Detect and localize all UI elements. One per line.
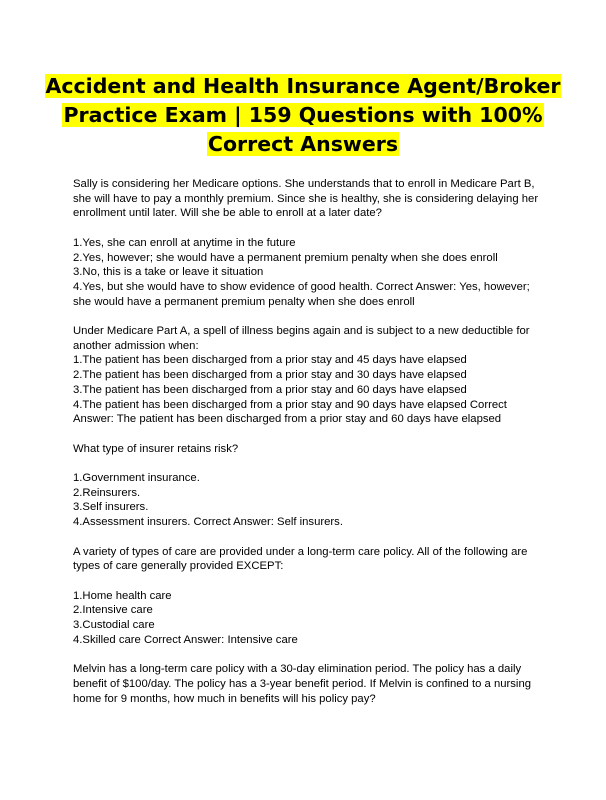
answer-option: 2.Yes, however; she would have a permanent premium penalty when she does enroll <box>73 251 498 264</box>
answer-option: 1.The patient has been discharged from a prior stay and 45 days have elapsed <box>73 354 467 367</box>
title-line: Practice Exam | 159 Questions with 100% <box>63 103 543 127</box>
question-stem: Melvin has a long-term care policy with a 30-day elimination period. The policy has a daily benefit of $100/day. The policy has a 3-year benefit period. If Melvin is confined to a nursing home for 9 months, how much in benefits will his policy pay? <box>73 663 532 705</box>
answer-option: 2.Reinsurers. <box>73 486 141 499</box>
answer-option: 1.Home health care <box>73 589 172 602</box>
answer-option: 1.Government insurance. <box>73 472 200 484</box>
title-line: Accident and Health Insurance Agent/Broker <box>45 74 561 98</box>
question-stem: A variety of types of care are provided under a long-term care policy. All of the following are types of care generally provided EXCEPT: <box>73 545 528 573</box>
answer-option: 2.The patient has been discharged from a prior stay and 30 days have elapsed <box>73 369 467 382</box>
document-title <box>40 72 566 159</box>
question-stem: Sally is considering her Medicare options. She understands that to enroll in Medicare Part B, she will have to pay a monthly premium. Since she is healthy, she is considering delaying her enrollment until later. Will she be able to enroll at a later date? <box>73 178 539 220</box>
answer-option: 3.No, this is a take or leave it situation <box>73 266 264 279</box>
question-stem: Under Medicare Part A, a spell of illness begins again and is subject to a new deductible for another admission when: <box>73 325 530 352</box>
title-line: Correct Answers <box>207 132 399 156</box>
answer-option: 2.Intensive care <box>73 604 153 617</box>
answer-option: 3.Self insurers. <box>73 501 149 514</box>
document-body <box>73 177 543 706</box>
answer-option: 3.Custodial care <box>73 619 155 631</box>
answer-option-with-correct-answer: 4.Yes, but she would have to show evidence of good health. Correct Answer: Yes, however; she would have a permanent premium penalty when she does enroll <box>73 280 530 308</box>
answer-option-with-correct-answer: 4.The patient has been discharged from a prior stay and 90 days have elapsed Correct Answer: The patient has been discharged from a prior stay and 60 days have elapsed <box>73 398 507 426</box>
answer-option: 3.The patient has been discharged from a prior stay and 60 days have elapsed <box>73 383 467 396</box>
question-stem: What type of insurer retains risk? <box>73 442 239 455</box>
answer-option-with-correct-answer: 4.Skilled care Correct Answer: Intensive care <box>73 633 298 646</box>
answer-option-with-correct-answer: 4.Assessment insurers. Correct Answer: Self insurers. <box>73 516 343 529</box>
answer-option: 1.Yes, she can enroll at anytime in the future <box>73 236 296 249</box>
